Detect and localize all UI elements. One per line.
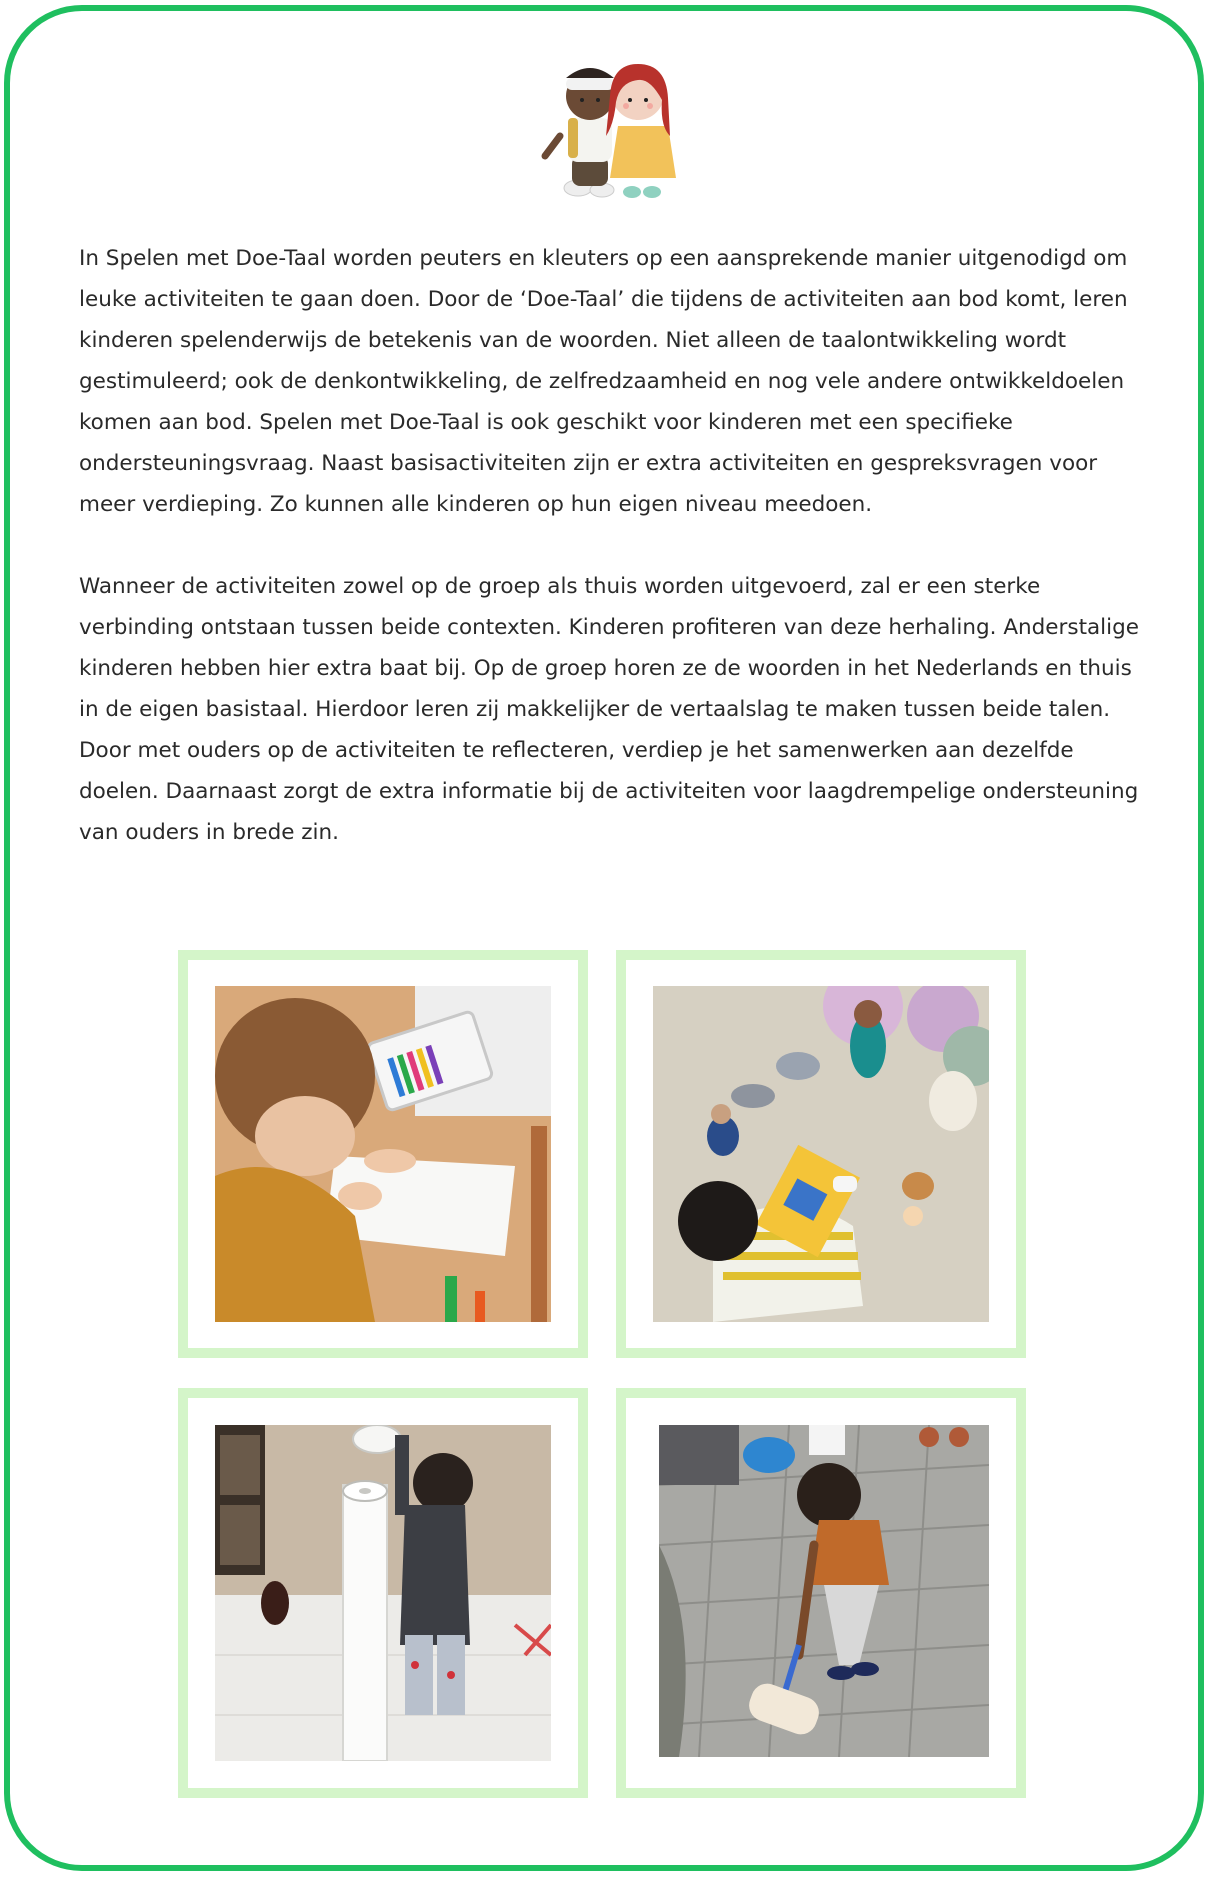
photo-frame-painting — [616, 1388, 1026, 1798]
intro-paragraph-2: Wanneer de activiteiten zowel op de groep als thuis worden uitgevoerd, zal er een sterke verbinding ontstaan tussen beide contexten. Kinderen profiteren van deze herhaling. Anderstalige kinderen hebben hier extra baat bij. Op de groep horen ze de woorden in het Nederlands en thuis in de eigen basistaal. Hierdoor leren zij makkelijker de vertaalslag te maken tussen beide talen. — [79, 574, 1139, 722]
intro-paragraph-3: Door met ouders op de activiteiten te reflecteren, verdiep je het samenwerken aan dezelfde doelen. Daarnaast zorgt de extra informatie bij de activiteiten voor laagdrempelige ondersteuning van ouders in brede zin. — [79, 738, 1139, 845]
photo-frame-drawing — [178, 950, 588, 1358]
photo-child-painting — [659, 1425, 989, 1757]
intro-text — [79, 238, 1139, 853]
photo-child-drawing — [215, 986, 551, 1322]
photo-frame-tower — [178, 1388, 588, 1798]
photo-child-reading — [653, 986, 989, 1322]
photo-frame-reading — [616, 950, 1026, 1358]
intro-paragraph-1: In Spelen met Doe-Taal worden peuters en kleuters op een aansprekende manier uitgenodigd om leuke activiteiten te gaan doen. Door de ‘Doe-Taal’ die tijdens de activiteiten aan bod komt, leren kinderen spelenderwijs de betekenis van de woorden. Niet alleen de taalontwikkeling wordt gestimuleerd; ook de denkontwikkeling, de zelfredzaamheid en nog vele andere ontwikkeldoelen komen aan bod. Spelen met Doe-Taal is ook geschikt voor kinderen met een specifieke ondersteuningsvraag. Naast basisactiviteiten zijn er extra activiteiten en gespreksvragen voor meer verdieping. Zo kunnen alle kinderen op hun eigen niveau meedoen. — [79, 246, 1128, 517]
dolls-illustration — [520, 56, 700, 206]
photo-child-tower — [215, 1425, 551, 1761]
